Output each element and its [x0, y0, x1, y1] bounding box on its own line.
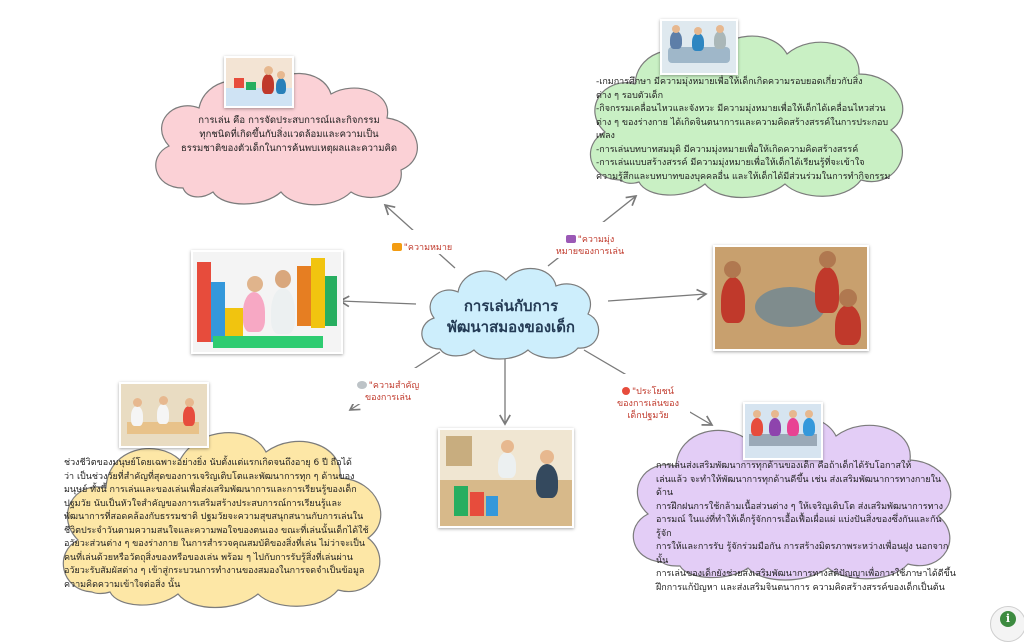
info-button[interactable] — [990, 606, 1024, 642]
label-purpose-text: "ความมุ่ง หมายของการเล่น — [555, 235, 625, 257]
label-meaning[interactable] — [386, 230, 458, 254]
benefits-text: การเล่นส่งเสริมพัฒนาการทุกด้านของเด็ก คือถ้าเด็กได้รับโอกาสให้ เล่นแล้ว จะทำให้พัฒนาการทุกด้านดีขึ้น เช่น ส่งเสริมพัฒนาการทางกายในด้าน การฝึกฝนการใช้กล้ามเนื้อส่วนต่าง ๆ ให้เจริญเติบโต ส่งเสริมพัฒนาการทาง อารมณ์ ในแง่ที่ทำให้เด็กรู้จักการเอื้อเฟื้อเผื่อแผ่ แบ่งปันสิ่งของซึ่งกันและกัน รู้จัก การให้และการรับ รู้จักร่วมมือกัน การสร้างมิตรภาพระหว่างเพื่อนฝูง นอกจากนั้น การเล่นของเด็กยังช่วยส่งเสริมพัฒนาการทางสติปัญญาเพื่อการใช้ภาษาได้ดีขึ้น ฝึกการแก้ปัญหา และส่งเสริมจินตนาการ ความคิดสร้างสรรค์ของเด็กเป็นต้น — [656, 461, 956, 593]
party-popper-icon — [566, 235, 576, 243]
balloon-icon — [622, 387, 630, 395]
link-left-photo — [340, 301, 416, 304]
info-icon: i — [1000, 611, 1016, 627]
meaning-text: การเล่น คือ การจัดประสบการณ์และกิจกรรม ทุกชนิดที่เกิดขึ้นกับสิ่งแวดล้อมและความเป็น ธรรมชาติของตัวเด็กในการค้นพบเหตุผลและความคิด — [180, 115, 398, 154]
purpose-photo[interactable] — [660, 19, 738, 75]
label-benefits[interactable] — [606, 374, 690, 422]
blocks-photo-left[interactable] — [191, 250, 343, 354]
label-meaning-text: "ความหมาย — [403, 243, 453, 253]
link-right-photo — [608, 294, 706, 301]
sand-play-photo[interactable] — [713, 245, 869, 351]
purpose-text: -เกมการศึกษา มีความมุ่งหมายเพื่อให้เด็กเกิดความรอบยอดเกี่ยวกับสิ่ง ต่าง ๆ รอบตัวเด็ก -กิจกรรมเคลื่อนไหวและจังหวะ มีความมุ่งหมายเพื่อให้เด็กได้เคลื่อนไหวส่วน ต่าง ๆ ของร่างกาย ได้เกิดจินตนาการและความคิดสร้างสรรค์ในการประกอบ เพลง -การเล่นบทบาทสมมุติ มีความมุ่งหมายเพื่อให้เกิดความคิดสร้างสรรค์ -การเล่นแบบสร้างสรรค์ มีความมุ่งหมายเพื่อให้เด็กได้เรียนรู้ที่จะเข้าใจ ความรู้สึกและบทบาทของบุคคลอื่น และให้เด็กได้มีส่วนร่วมในการทำกิจกรรม — [596, 77, 891, 182]
speech-bubble-icon — [357, 381, 367, 389]
label-importance[interactable] — [352, 368, 424, 404]
importance-photo[interactable] — [119, 382, 209, 448]
importance-text: ช่วงชีวิตของมนุษย์โดยเฉพาะอย่างยิ่ง นับตั้งแต่แรกเกิดจนถึงอายุ 6 ปี ถือได้ ว่า เป็นช่วงวัยที่สำคัญที่สุดของการเจริญเติบโตและพัฒนาการทุก ๆ ด้านของ มนุษย์ ทั้งนี้ การเล่นและของเล่นเพื่อส่งเสริมพัฒนาการและการเรียนรู้ของเด็ก ปฐมวัย นับเป็นหัวใจสำคัญของการเสริมสร้างประสบการณ์การเรียนรู้และ พัฒนาการที่สอดคล้องกับธรรมชาติ ปฐมวัยจะความสุขสนุกสนานกับการเล่นใน ชีวิตประจำวันตามความสนใจและความพอใจของตนเอง ขณะที่เล่นนั้นเด็กได้ใช้ อวัยวะส่วนต่าง ๆ ของร่างกาย ในการสำรวจคุณสมบัติของสิ่งที่เล่น ไม่ว่าจะเป็น คนที่เล่นด้วยหรือวัตถุสิ่งของหรือของเล่น พร้อม ๆ ไปกับการรับรู้สิ่งที่เล่นผ่าน อวัยวะรับสัมผัสต่าง ๆ เข้าสู่กระบวนการทำงานของสมองในการจดจำเป็นข้อมูล ความคิดความเข้าใจต่อสิ่ง นั้น — [64, 458, 369, 590]
gift-icon — [392, 243, 402, 251]
benefits-photo[interactable] — [743, 402, 823, 460]
center-title: การเล่นกับการ พัฒนาสมองของเด็ก — [446, 297, 576, 336]
label-purpose[interactable] — [548, 222, 632, 258]
label-benefits-text: "ประโยชน์ ของการเล่นของ เด็กปฐมวัย — [617, 387, 679, 421]
label-importance-text: "ความสำคัญ ของการเล่น — [364, 381, 420, 403]
meaning-photo[interactable] — [224, 56, 294, 108]
blocks-photo-bottom[interactable] — [438, 428, 574, 528]
